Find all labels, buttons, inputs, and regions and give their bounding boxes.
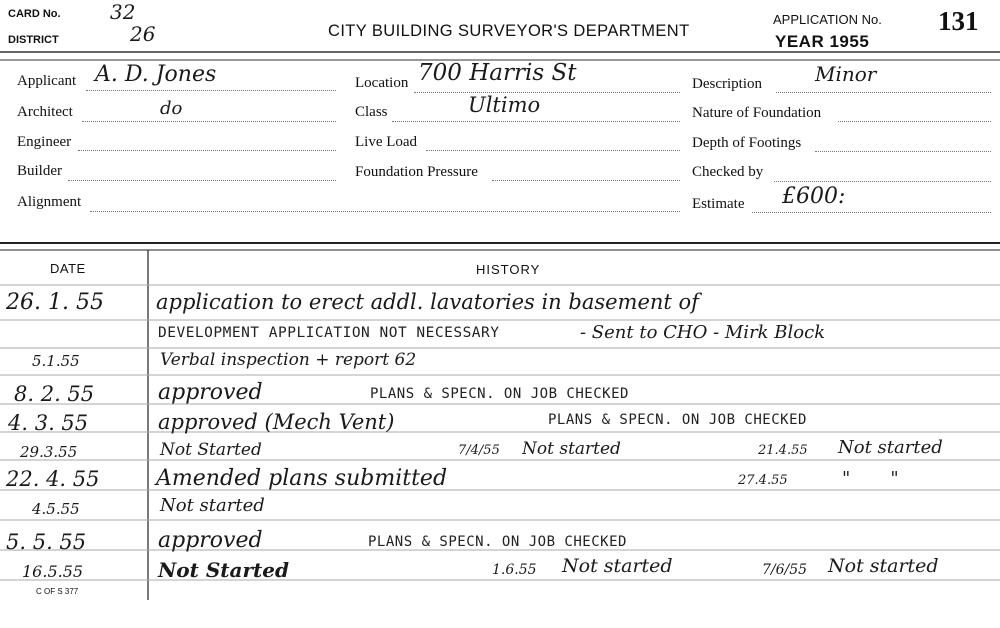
description-dotline [776,92,991,93]
description-value: Minor [815,62,877,86]
checked-by-label: Checked by [692,164,764,180]
district-value: 26 [130,22,156,46]
class-dotline [392,121,680,122]
history-note: Not started [562,555,673,577]
history-note: " " [842,468,899,489]
class-label: Class [355,104,388,120]
department-title: CITY BUILDING SURVEYOR'S DEPARTMENT [328,22,690,40]
alignment-label: Alignment [17,194,82,210]
history-date: 26. 1. 55 [6,290,104,315]
location-dotline [414,92,680,93]
applicant-value: A. D. Jones [95,62,217,87]
history-date: 29.3.55 [20,443,78,461]
history-entry: Not Started [160,440,262,460]
foundation-pressure-dotline [492,180,680,181]
history-entry: application to erect addl. lavatories in basement of [156,290,699,314]
architect-value: do [160,98,183,119]
checked-by-dotline [774,181,991,182]
application-number: 131 [938,6,979,36]
history-entry: - Sent to CHO - Mirk Block [580,322,826,343]
history-date: 4.5.55 [32,500,80,518]
builder-dotline [68,180,336,181]
application-number-label: APPLICATION No. [773,12,882,27]
alignment-dotline [90,211,680,212]
history-column-header: HISTORY [476,262,541,277]
estimate-dotline [752,212,991,213]
history-note-date: 7/4/55 [458,443,500,458]
history-stamp: DEVELOPMENT APPLICATION NOT NECESSARY [158,325,500,341]
description-label: Description [692,76,762,92]
history-date: 16.5.55 [22,562,84,581]
year-label: YEAR 1955 [775,32,870,51]
history-date: 5.1.55 [32,352,80,370]
live-load-dotline [426,150,680,151]
engineer-label: Engineer [17,134,72,150]
history-date: 4. 3. 55 [8,411,89,435]
nature-dotline [838,121,991,122]
history-stamp: PLANS & SPECN. ON JOB CHECKED [548,412,807,428]
live-load-label: Live Load [355,134,418,150]
date-column-header: DATE [50,261,86,276]
history-note-date: 27.4.55 [738,473,788,488]
architect-label: Architect [17,104,73,120]
history-entry: Amended plans submitted [156,466,448,491]
depth-of-footings-label: Depth of Footings [692,135,802,151]
history-entry: Not started [160,495,265,516]
estimate-label: Estimate [692,196,745,212]
applicant-dotline [86,90,336,91]
history-stamp: PLANS & SPECN. ON JOB CHECKED [370,386,629,402]
builder-label: Builder [17,163,62,179]
engineer-dotline [78,150,336,151]
history-entry: approved [158,528,263,553]
location-value: 700 Harris St [418,60,577,86]
history-stamp: PLANS & SPECN. ON JOB CHECKED [368,534,627,550]
history-note-date: 7/6/55 [762,562,808,578]
form-code: C OF S 377 [36,587,79,596]
depth-dotline [815,151,991,152]
architect-dotline [82,121,336,122]
history-date: 5. 5. 55 [6,530,87,554]
history-date: 22. 4. 55 [6,467,100,491]
location-label: Location [355,75,409,91]
history-entry: approved [158,380,263,405]
foundation-pressure-label: Foundation Pressure [355,164,478,180]
card-number-label: CARD No. [8,8,61,20]
history-entry: Not Started [158,558,289,582]
history-note-date: 21.4.55 [758,443,808,458]
applicant-label: Applicant [17,73,77,89]
history-entry: approved (Mech Vent) [158,410,395,434]
history-entry: Verbal inspection + report 62 [160,350,417,370]
history-date: 8. 2. 55 [14,382,95,406]
district-label: DISTRICT [8,34,59,46]
history-note: Not started [522,439,621,459]
class-value: Ultimo [468,93,541,117]
history-note-date: 1.6.55 [492,562,537,578]
nature-of-foundation-label: Nature of Foundation [692,105,822,121]
history-note: Not started [838,437,943,458]
history-note: Not started [828,555,939,577]
card-number-value: 32 [110,0,136,24]
estimate-value: £600: [782,184,846,209]
